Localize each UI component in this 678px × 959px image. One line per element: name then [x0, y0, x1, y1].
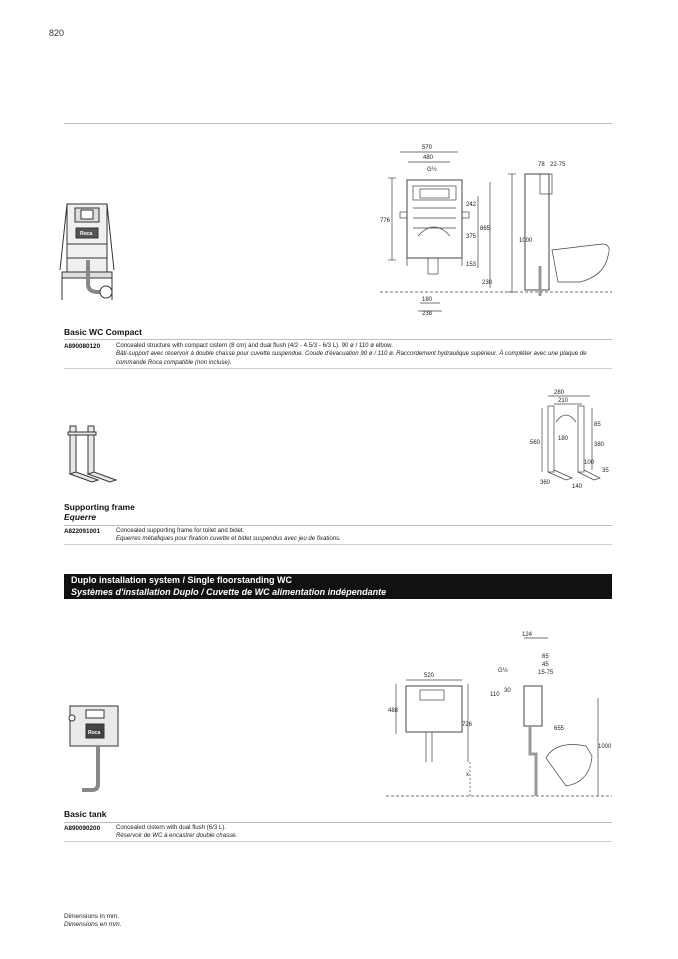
section-rule [64, 544, 612, 545]
description-fr: Bâti-support avec réservoir à double chasse pour cuvette suspendue. Coude d'évacuation 90 ø / 110 ø. Raccordement hydraulique supérieur. À compléter avec une plaque de commande Roca compatible (non incluse). [116, 350, 587, 366]
svg-text:30: 30 [504, 688, 511, 694]
supporting-frame-product-photo [62, 422, 118, 488]
banner-title-en: Duplo installation system / Single floorstanding WC [71, 575, 293, 585]
svg-text:375: 375 [466, 234, 477, 240]
svg-text:360: 360 [540, 480, 551, 486]
svg-text:726: 726 [462, 722, 473, 728]
svg-text:Roca: Roca [80, 231, 93, 237]
svg-text:238: 238 [422, 311, 433, 317]
section-rule [64, 841, 612, 842]
svg-text:1000: 1000 [519, 238, 533, 244]
svg-text:242: 242 [466, 202, 477, 208]
svg-text:124: 124 [522, 632, 533, 638]
dimensions-note-en: Dimensions in mm. [64, 913, 120, 920]
supporting-frame-technical-drawing [526, 388, 612, 490]
section-rule [64, 822, 612, 823]
svg-text:655: 655 [554, 726, 565, 732]
svg-text:180: 180 [422, 297, 433, 303]
svg-text:488: 488 [388, 708, 399, 714]
svg-text:570: 570 [422, 145, 433, 151]
page-number: 820 [49, 28, 65, 38]
section-title-basic-wc-compact: Basic WC Compact [64, 327, 142, 337]
svg-text:65: 65 [542, 654, 549, 660]
svg-text:G½: G½ [427, 167, 437, 173]
section-rule [64, 339, 612, 340]
svg-text:x: x [466, 772, 469, 778]
product-code: A890090200 [64, 825, 101, 832]
svg-text:100: 100 [584, 460, 595, 466]
description-en: Concealed supporting frame for toilet and bidet. [116, 527, 245, 534]
description-en: Concealed cistern with dual flush (6/3 L). [116, 824, 227, 831]
svg-text:110: 110 [490, 692, 500, 698]
svg-text:G½: G½ [498, 668, 508, 674]
svg-text:480: 480 [423, 155, 434, 161]
svg-text:78: 78 [538, 162, 545, 168]
svg-text:776: 776 [380, 218, 391, 224]
wc-compact-product-photo [58, 200, 118, 310]
dimensions-note [64, 913, 121, 930]
top-divider [64, 123, 612, 124]
banner-title-fr: Systèmes d'installation Duplo / Cuvette de WC alimentation indépendante [71, 586, 387, 597]
svg-text:560: 560 [530, 440, 541, 446]
svg-text:45: 45 [542, 662, 549, 668]
svg-text:1000: 1000 [598, 744, 612, 750]
dimensions-note-fr: Dimensions en mm. [64, 921, 122, 929]
section-title-supporting-frame: Supporting frame [64, 502, 135, 512]
product-code: A822091001 [64, 528, 101, 535]
description-fr: Equerres métalliques pour fixation cuvette et bidet suspendus avec jeu de fixations. [116, 535, 341, 543]
svg-text:520: 520 [424, 673, 435, 679]
product-code: A890080120 [64, 343, 101, 350]
basic-tank-product-photo [62, 702, 124, 798]
section-rule [64, 368, 612, 369]
svg-text:35: 35 [602, 468, 609, 474]
svg-text:Roca: Roca [88, 730, 101, 736]
svg-text:865: 865 [480, 226, 491, 232]
description-fr: Réservoir de WC à encastrer double chasse. [116, 832, 238, 840]
section-rule [64, 525, 612, 526]
svg-text:153: 153 [466, 262, 477, 268]
svg-text:15-75: 15-75 [538, 670, 554, 676]
section-title-basic-tank: Basic tank [64, 809, 107, 819]
svg-text:140: 140 [572, 484, 583, 490]
svg-text:210: 210 [558, 398, 569, 404]
svg-text:180: 180 [558, 436, 569, 442]
description-en: Concealed structure with compact cistern (8 cm) and dual flush (4/2 - 4.5/3 - 6/3 L). 90 ø / 110 ø elbow. [116, 342, 393, 349]
section-subtitle: Equerre [64, 512, 97, 522]
svg-text:380: 380 [594, 442, 605, 448]
basic-tank-technical-drawing [386, 614, 612, 800]
svg-text:230: 230 [482, 280, 493, 286]
wc-compact-technical-drawing [380, 138, 612, 320]
product-description [116, 824, 612, 841]
category-banner [64, 574, 612, 599]
product-description [116, 527, 612, 544]
product-description [116, 342, 612, 367]
svg-text:85: 85 [594, 422, 601, 428]
svg-text:280: 280 [554, 390, 565, 396]
svg-text:22-75: 22-75 [550, 162, 566, 168]
